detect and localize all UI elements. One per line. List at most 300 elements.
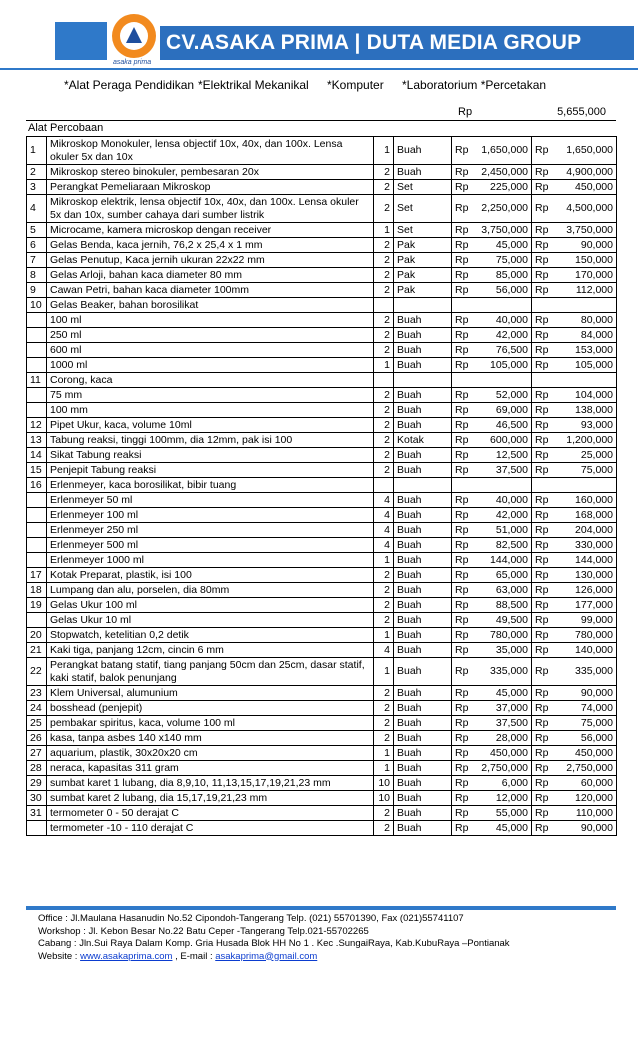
- table-row: [27, 358, 617, 373]
- total-currency: Rp: [532, 716, 550, 731]
- item-description: Mikroskop elektrik, lensa objectif 10x, 40x, dan 100x. Lensa okuler 5x dan 10x, sumber cahaya dari sumber listrik: [47, 195, 374, 223]
- item-quantity: 2: [374, 568, 394, 583]
- item-unit: Buah: [394, 553, 452, 568]
- item-quantity: [374, 298, 394, 313]
- item-description: Gelas Arloji, bahan kaca diameter 80 mm: [47, 268, 374, 283]
- total-currency: Rp: [532, 358, 550, 373]
- table-row: [27, 418, 617, 433]
- item-unit: Kotak: [394, 433, 452, 448]
- price-currency: Rp: [452, 238, 470, 253]
- unit-price: 780,000: [470, 628, 532, 643]
- item-description: Sikat Tabung reaksi: [47, 448, 374, 463]
- total-currency: Rp: [532, 463, 550, 478]
- item-number: 9: [27, 283, 47, 298]
- total-currency: Rp: [532, 776, 550, 791]
- item-number: 25: [27, 716, 47, 731]
- workshop-address: Workshop : Jl. Kebon Besar No.22 Batu Ceper -Tangerang Telp.021-55702265: [38, 925, 369, 937]
- unit-price: 35,000: [470, 643, 532, 658]
- line-total: 4,900,000: [550, 165, 617, 180]
- item-unit: Buah: [394, 806, 452, 821]
- unit-price: 335,000: [470, 658, 532, 686]
- table-row: [27, 478, 617, 493]
- item-unit: [394, 373, 452, 388]
- table-row: [27, 508, 617, 523]
- unit-price: 65,000: [470, 568, 532, 583]
- price-currency: Rp: [452, 418, 470, 433]
- item-number: 8: [27, 268, 47, 283]
- total-currency: Rp: [532, 523, 550, 538]
- total-currency: Rp: [532, 731, 550, 746]
- email-link[interactable]: asakaprima@gmail.com: [215, 950, 318, 962]
- line-total: [550, 373, 617, 388]
- item-unit: Buah: [394, 523, 452, 538]
- logo-text: asaka prima: [113, 59, 152, 66]
- unit-price: 40,000: [470, 493, 532, 508]
- item-description: Gelas Benda, kaca jernih, 76,2 x 25,4 x 1 mm: [47, 238, 374, 253]
- price-currency: Rp: [452, 583, 470, 598]
- price-currency: Rp: [452, 658, 470, 686]
- total-currency: Rp: [532, 643, 550, 658]
- item-quantity: 1: [374, 223, 394, 238]
- item-number: [27, 523, 47, 538]
- item-description: Corong, kaca: [47, 373, 374, 388]
- line-total: 160,000: [550, 493, 617, 508]
- unit-price: 88,500: [470, 598, 532, 613]
- item-description: aquarium, plastik, 30x20x20 cm: [47, 746, 374, 761]
- item-unit: Buah: [394, 731, 452, 746]
- item-quantity: 2: [374, 613, 394, 628]
- item-unit: Buah: [394, 403, 452, 418]
- line-total: 110,000: [550, 806, 617, 821]
- price-currency: Rp: [452, 388, 470, 403]
- total-currency: Rp: [532, 137, 550, 165]
- price-currency: Rp: [452, 686, 470, 701]
- line-total: 168,000: [550, 508, 617, 523]
- total-currency: Rp: [532, 268, 550, 283]
- item-unit: Set: [394, 180, 452, 195]
- price-currency: Rp: [452, 253, 470, 268]
- item-number: 2: [27, 165, 47, 180]
- item-number: 11: [27, 373, 47, 388]
- item-unit: Buah: [394, 701, 452, 716]
- unit-price: [470, 373, 532, 388]
- item-description: Kaki tiga, panjang 12cm, cincin 6 mm: [47, 643, 374, 658]
- item-quantity: [374, 373, 394, 388]
- item-unit: Buah: [394, 686, 452, 701]
- total-currency: Rp: [532, 806, 550, 821]
- line-total: [550, 478, 617, 493]
- item-description: Erlenmeyer, kaca borosilikat, bibir tuang: [47, 478, 374, 493]
- table-row: [27, 643, 617, 658]
- total-currency: Rp: [532, 508, 550, 523]
- line-total: 1,200,000: [550, 433, 617, 448]
- item-number: 20: [27, 628, 47, 643]
- price-currency: Rp: [452, 268, 470, 283]
- line-total: 112,000: [550, 283, 617, 298]
- website-link[interactable]: www.asakaprima.com: [80, 950, 173, 962]
- total-currency: Rp: [532, 598, 550, 613]
- item-description: termometer 0 - 50 derajat C: [47, 806, 374, 821]
- table-row: [27, 180, 617, 195]
- total-currency: Rp: [532, 180, 550, 195]
- price-currency: Rp: [452, 493, 470, 508]
- item-description: Mikroskop stereo binokuler, pembesaran 20x: [47, 165, 374, 180]
- item-unit: [394, 298, 452, 313]
- item-number: 12: [27, 418, 47, 433]
- item-number: 18: [27, 583, 47, 598]
- total-currency: Rp: [532, 686, 550, 701]
- item-number: [27, 403, 47, 418]
- total-currency: Rp: [532, 568, 550, 583]
- item-quantity: 2: [374, 418, 394, 433]
- item-description: Erlenmeyer 1000 ml: [47, 553, 374, 568]
- table-row: [27, 761, 617, 776]
- table-row: [27, 583, 617, 598]
- unit-price: 12,500: [470, 448, 532, 463]
- item-quantity: 4: [374, 508, 394, 523]
- price-currency: Rp: [452, 776, 470, 791]
- item-number: 28: [27, 761, 47, 776]
- item-quantity: 2: [374, 180, 394, 195]
- item-number: [27, 613, 47, 628]
- item-quantity: 2: [374, 701, 394, 716]
- item-description: Tabung reaksi, tinggi 100mm, dia 12mm, pak isi 100: [47, 433, 374, 448]
- table-row: [27, 165, 617, 180]
- item-unit: Buah: [394, 313, 452, 328]
- company-name: CV.ASAKA PRIMA | DUTA MEDIA GROUP: [160, 26, 634, 60]
- item-quantity: 2: [374, 388, 394, 403]
- item-description: Lumpang dan alu, porselen, dia 80mm: [47, 583, 374, 598]
- item-quantity: 2: [374, 448, 394, 463]
- item-number: [27, 313, 47, 328]
- line-total: 330,000: [550, 538, 617, 553]
- item-quantity: 2: [374, 195, 394, 223]
- line-total: 84,000: [550, 328, 617, 343]
- line-total: 93,000: [550, 418, 617, 433]
- item-description: Perangkat Pemeliaraan Mikroskop: [47, 180, 374, 195]
- total-currency: Rp: [532, 553, 550, 568]
- unit-price: 55,000: [470, 806, 532, 821]
- table-row: [27, 448, 617, 463]
- table-row: [27, 553, 617, 568]
- price-currency: Rp: [452, 523, 470, 538]
- item-unit: Buah: [394, 776, 452, 791]
- unit-price: 42,000: [470, 328, 532, 343]
- table-row: [27, 195, 617, 223]
- line-total: 4,500,000: [550, 195, 617, 223]
- item-quantity: 2: [374, 716, 394, 731]
- item-quantity: 2: [374, 821, 394, 836]
- price-currency: Rp: [452, 343, 470, 358]
- total-currency: Rp: [532, 583, 550, 598]
- item-unit: Buah: [394, 448, 452, 463]
- line-total: 25,000: [550, 448, 617, 463]
- item-quantity: 2: [374, 403, 394, 418]
- item-description: sumbat karet 2 lubang, dia 15,17,19,21,23 mm: [47, 791, 374, 806]
- item-quantity: 2: [374, 686, 394, 701]
- unit-price: 105,000: [470, 358, 532, 373]
- item-quantity: 10: [374, 776, 394, 791]
- item-quantity: 4: [374, 643, 394, 658]
- item-description: sumbat karet 1 lubang, dia 8,9,10, 11,13,15,17,19,21,23 mm: [47, 776, 374, 791]
- item-number: 27: [27, 746, 47, 761]
- item-unit: Buah: [394, 568, 452, 583]
- item-unit: Set: [394, 223, 452, 238]
- item-unit: Buah: [394, 493, 452, 508]
- item-number: 24: [27, 701, 47, 716]
- item-quantity: [374, 478, 394, 493]
- line-total: 153,000: [550, 343, 617, 358]
- company-logo: [112, 14, 156, 58]
- price-currency: [452, 478, 470, 493]
- item-unit: Buah: [394, 388, 452, 403]
- item-description: 600 ml: [47, 343, 374, 358]
- item-description: Perangkat batang statif, tiang panjang 50cm dan 25cm, dasar statif, kaki statif, balok penunjang: [47, 658, 374, 686]
- item-unit: Pak: [394, 253, 452, 268]
- table-row: [27, 313, 617, 328]
- grand-total: [26, 100, 616, 121]
- price-currency: Rp: [452, 328, 470, 343]
- price-currency: Rp: [452, 761, 470, 776]
- item-quantity: 2: [374, 165, 394, 180]
- item-quantity: 1: [374, 761, 394, 776]
- unit-price: 76,500: [470, 343, 532, 358]
- total-currency: Rp: [532, 223, 550, 238]
- item-quantity: 1: [374, 358, 394, 373]
- unit-price: 52,000: [470, 388, 532, 403]
- item-description: Gelas Ukur 10 ml: [47, 613, 374, 628]
- item-quantity: 4: [374, 493, 394, 508]
- item-description: Gelas Beaker, bahan borosilikat: [47, 298, 374, 313]
- item-number: [27, 508, 47, 523]
- line-total: 60,000: [550, 776, 617, 791]
- total-currency: Rp: [532, 746, 550, 761]
- item-description: Pipet Ukur, kaca, volume 10ml: [47, 418, 374, 433]
- unit-price: 37,500: [470, 463, 532, 478]
- line-total: 780,000: [550, 628, 617, 643]
- brand-block: [55, 22, 107, 60]
- table-row: [27, 298, 617, 313]
- price-currency: Rp: [452, 746, 470, 761]
- total-currency: Rp: [532, 238, 550, 253]
- table-row: [27, 806, 617, 821]
- unit-price: 75,000: [470, 253, 532, 268]
- item-unit: Buah: [394, 643, 452, 658]
- price-currency: Rp: [452, 223, 470, 238]
- line-total: 75,000: [550, 463, 617, 478]
- item-number: 21: [27, 643, 47, 658]
- item-number: 7: [27, 253, 47, 268]
- table-row: [27, 746, 617, 761]
- item-unit: Pak: [394, 283, 452, 298]
- total-currency: Rp: [532, 343, 550, 358]
- item-unit: Buah: [394, 761, 452, 776]
- table-row: [27, 137, 617, 165]
- price-currency: Rp: [452, 716, 470, 731]
- price-currency: Rp: [452, 283, 470, 298]
- item-description: Erlenmeyer 250 ml: [47, 523, 374, 538]
- unit-price: 144,000: [470, 553, 532, 568]
- item-quantity: 1: [374, 553, 394, 568]
- section-title: Alat Percobaan: [28, 122, 104, 134]
- item-description: Microcame, kamera microskop dengan receiver: [47, 223, 374, 238]
- line-total: [550, 298, 617, 313]
- line-total: 140,000: [550, 643, 617, 658]
- item-unit: [394, 478, 452, 493]
- unit-price: 6,000: [470, 776, 532, 791]
- item-description: Erlenmeyer 100 ml: [47, 508, 374, 523]
- total-currency: Rp: [532, 195, 550, 223]
- item-description: bosshead (penjepit): [47, 701, 374, 716]
- item-number: [27, 358, 47, 373]
- item-number: 4: [27, 195, 47, 223]
- table-row: [27, 463, 617, 478]
- item-number: 16: [27, 478, 47, 493]
- item-number: [27, 553, 47, 568]
- table-row: [27, 701, 617, 716]
- line-total: 144,000: [550, 553, 617, 568]
- line-total: 56,000: [550, 731, 617, 746]
- table-row: [27, 568, 617, 583]
- total-currency: Rp: [532, 628, 550, 643]
- total-currency: Rp: [532, 448, 550, 463]
- line-total: 99,000: [550, 613, 617, 628]
- unit-price: 2,250,000: [470, 195, 532, 223]
- item-description: Gelas Ukur 100 ml: [47, 598, 374, 613]
- total-currency: Rp: [532, 791, 550, 806]
- line-total: 90,000: [550, 686, 617, 701]
- unit-price: 1,650,000: [470, 137, 532, 165]
- total-currency: [532, 478, 550, 493]
- table-row: [27, 373, 617, 388]
- line-total: 104,000: [550, 388, 617, 403]
- item-quantity: 2: [374, 268, 394, 283]
- price-currency: Rp: [452, 403, 470, 418]
- item-description: neraca, kapasitas 311 gram: [47, 761, 374, 776]
- tagline-item: *Komputer: [327, 78, 384, 92]
- table-row: [27, 776, 617, 791]
- line-total: 2,750,000: [550, 761, 617, 776]
- table-row: [27, 821, 617, 836]
- item-description: Cawan Petri, bahan kaca diameter 100mm: [47, 283, 374, 298]
- item-unit: Buah: [394, 658, 452, 686]
- price-currency: Rp: [452, 731, 470, 746]
- item-number: 1: [27, 137, 47, 165]
- total-currency: Rp: [532, 613, 550, 628]
- item-unit: Buah: [394, 598, 452, 613]
- price-currency: Rp: [452, 358, 470, 373]
- total-currency: Rp: [532, 658, 550, 686]
- line-total: 74,000: [550, 701, 617, 716]
- price-currency: Rp: [452, 553, 470, 568]
- item-quantity: 2: [374, 433, 394, 448]
- line-total: 120,000: [550, 791, 617, 806]
- price-currency: Rp: [452, 448, 470, 463]
- item-unit: Buah: [394, 463, 452, 478]
- item-number: 29: [27, 776, 47, 791]
- item-number: 23: [27, 686, 47, 701]
- header-divider: [0, 68, 638, 70]
- item-unit: Buah: [394, 508, 452, 523]
- item-number: 17: [27, 568, 47, 583]
- total-currency: Rp: [532, 283, 550, 298]
- unit-price: 225,000: [470, 180, 532, 195]
- item-description: termometer -10 - 110 derajat C: [47, 821, 374, 836]
- table-row: [27, 343, 617, 358]
- table-row: [27, 493, 617, 508]
- table-row: [27, 433, 617, 448]
- price-currency: Rp: [452, 821, 470, 836]
- total-value: 5,655,000: [557, 106, 606, 118]
- total-currency: Rp: [532, 313, 550, 328]
- item-description: 1000 ml: [47, 358, 374, 373]
- item-unit: Buah: [394, 791, 452, 806]
- unit-price: 45,000: [470, 686, 532, 701]
- tagline-item: *Elektrikal Mekanikal: [198, 78, 309, 92]
- item-unit: Buah: [394, 538, 452, 553]
- unit-price: 450,000: [470, 746, 532, 761]
- total-currency: Rp: [532, 701, 550, 716]
- table-row: [27, 268, 617, 283]
- item-unit: Buah: [394, 328, 452, 343]
- item-number: [27, 493, 47, 508]
- item-unit: Pak: [394, 238, 452, 253]
- item-number: 6: [27, 238, 47, 253]
- item-quantity: 2: [374, 238, 394, 253]
- item-description: Mikroskop Monokuler, lensa objectif 10x, 40x, dan 100x. Lensa okuler 5x dan 10x: [47, 137, 374, 165]
- price-currency: Rp: [452, 433, 470, 448]
- item-number: 31: [27, 806, 47, 821]
- unit-price: 2,750,000: [470, 761, 532, 776]
- unit-price: 56,000: [470, 283, 532, 298]
- price-currency: Rp: [452, 628, 470, 643]
- price-currency: Rp: [452, 165, 470, 180]
- item-quantity: 4: [374, 538, 394, 553]
- item-number: 26: [27, 731, 47, 746]
- item-number: [27, 388, 47, 403]
- table-row: [27, 388, 617, 403]
- tagline-item: *Alat Peraga Pendidikan: [64, 78, 195, 92]
- item-description: Kotak Preparat, plastik, isi 100: [47, 568, 374, 583]
- unit-price: 3,750,000: [470, 223, 532, 238]
- line-total: 204,000: [550, 523, 617, 538]
- total-currency: [532, 298, 550, 313]
- unit-price: 40,000: [470, 313, 532, 328]
- item-quantity: 1: [374, 658, 394, 686]
- item-quantity: 2: [374, 253, 394, 268]
- table-row: [27, 716, 617, 731]
- unit-price: 42,000: [470, 508, 532, 523]
- line-total: 177,000: [550, 598, 617, 613]
- table-row: [27, 238, 617, 253]
- item-quantity: 2: [374, 806, 394, 821]
- item-unit: Buah: [394, 613, 452, 628]
- price-currency: Rp: [452, 806, 470, 821]
- item-description: kasa, tanpa asbes 140 x140 mm: [47, 731, 374, 746]
- item-number: 22: [27, 658, 47, 686]
- line-total: 126,000: [550, 583, 617, 598]
- unit-price: 600,000: [470, 433, 532, 448]
- item-number: 15: [27, 463, 47, 478]
- item-description: Klem Universal, alumunium: [47, 686, 374, 701]
- item-description: Penjepit Tabung reaksi: [47, 463, 374, 478]
- table-row: [27, 628, 617, 643]
- price-currency: [452, 373, 470, 388]
- unit-price: 69,000: [470, 403, 532, 418]
- contact-line: Website : www.asakaprima.com , E-mail : asakaprima@gmail.com: [38, 950, 318, 962]
- total-currency: Rp: [532, 761, 550, 776]
- unit-price: [470, 478, 532, 493]
